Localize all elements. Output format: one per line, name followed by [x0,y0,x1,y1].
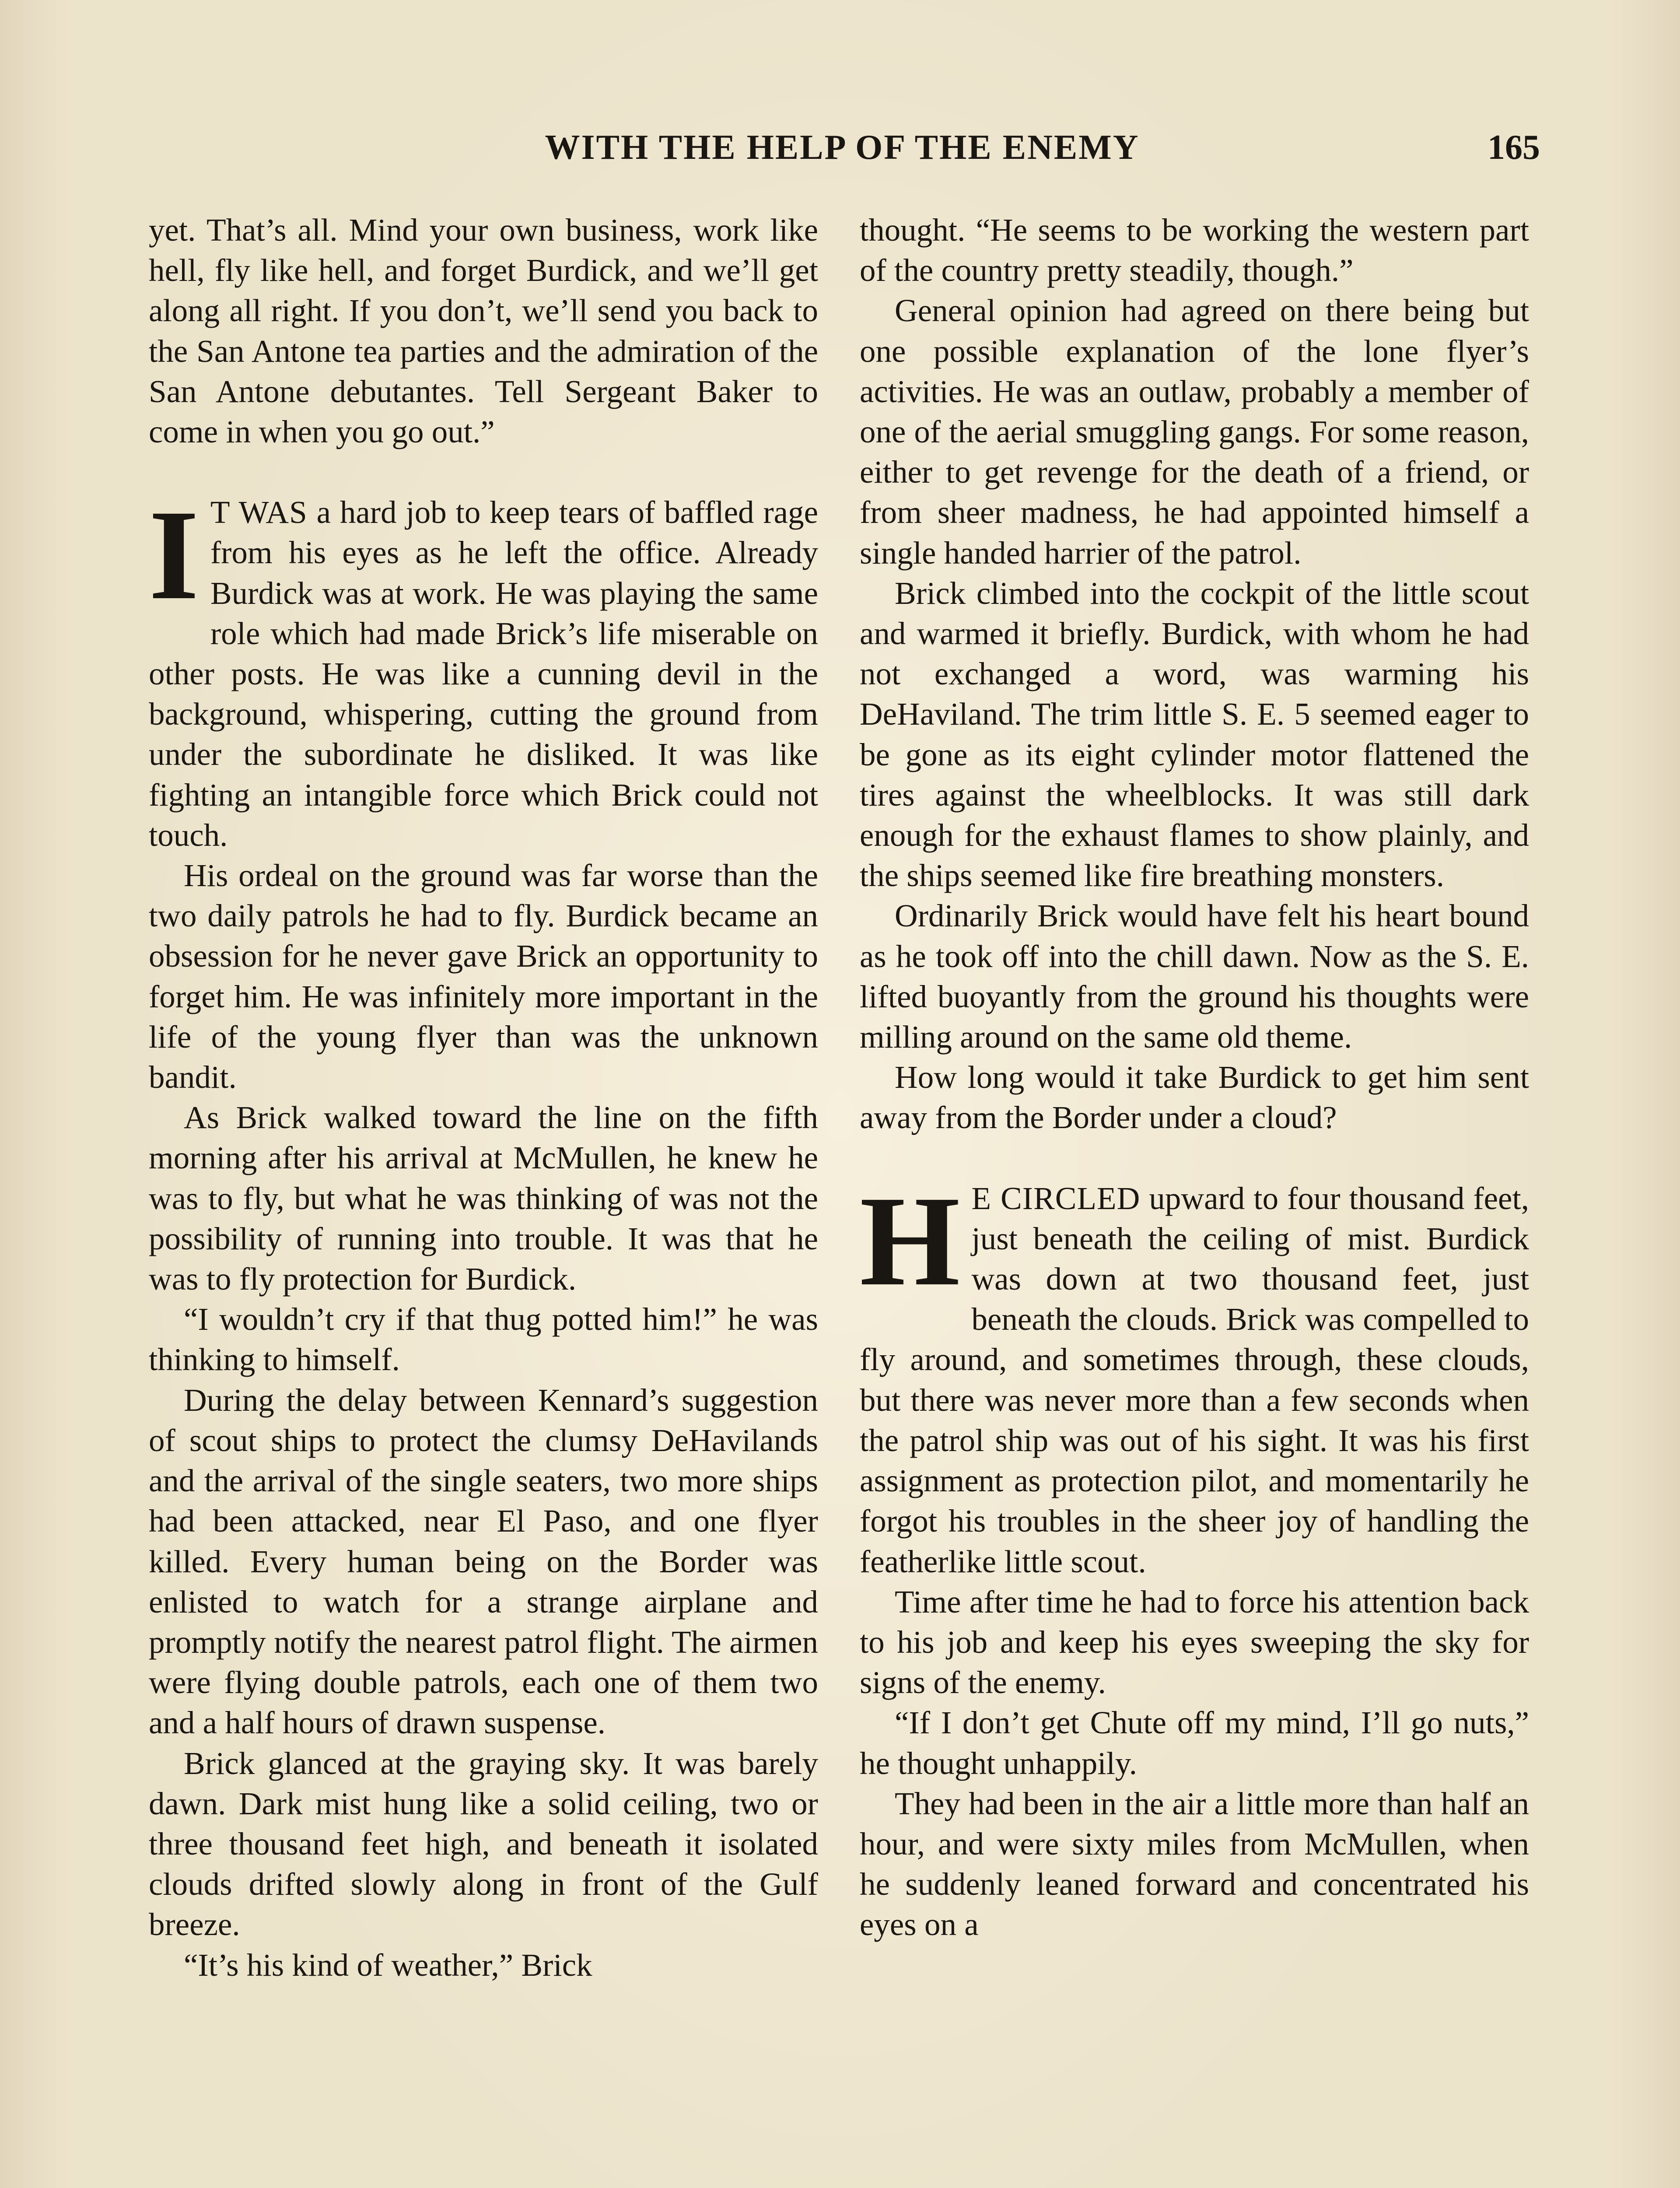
right-column [860,210,1529,2188]
section-opening-paragraph [860,1169,1529,1582]
paragraph: Brick climbed into the cockpit of the little scout and warmed it briefly. Burdick, with whom he had not exchanged a word, was warming his DeHaviland. The trim little S. E. 5 seemed eager to be gone as its eight cylinder motor flattened the tires against the wheelblocks. It was still dark enough for the exhaust flames to show plainly, and the ships seemed like fire breathing monsters. [860,575,1529,894]
left-column [149,210,818,2188]
paragraph: Time after time he had to force his attention back to his job and keep his eyes sweeping the sky for signs of the enemy. [860,1584,1529,1701]
paragraph: His ordeal on the ground was far worse than the two daily patrols he had to fly. Burdick became an obsession for he never gave Brick an opportunity to forget him. He was infinitely more important in the life of the young flyer than was the unknown bandit. [149,858,818,1095]
paragraph: Ordinarily Brick would have felt his heart bound as he took off into the chill dawn. Now as the S. E. lifted buoyantly from the ground his thoughts were milling around on the same old theme. [860,898,1529,1055]
page-number: 165 [1488,128,1540,167]
paragraph: As Brick walked toward the line on the fifth morning after his arrival at McMullen, he knew he was to fly, but what he was thinking of was not the possibility of running into trouble. It was that he was to fly protection for Burdick. [149,1100,818,1297]
paragraph: yet. That’s all. Mind your own business, work like hell, fly like hell, and forget Burdick, and we’ll get along all right. If you don’t, we’ll send you back to the San Antone tea parties and the admiration of the San Antone debutantes. Tell Sergeant Baker to come in when you go out.” [149,212,818,450]
section-opening-paragraph [149,483,818,856]
running-head: WITH THE HELP OF THE ENEMY [545,128,1140,167]
lead-caps: E CIRCLED [971,1180,1141,1216]
paragraph: “I wouldn’t cry if that thug potted him!” he was thinking to himself. [149,1301,818,1378]
paragraph: thought. “He seems to be working the western part of the country pretty steadily, though.” [860,212,1529,288]
paragraph: General opinion had agreed on there being but one possible explanation of the lone flyer’s activities. He was an outlaw, probably a member of one of the aerial smuggling gangs. For some reason, either to get revenge for the death of a friend, or from sheer madness, he had appointed himself a single handed harrier of the patrol. [860,293,1529,571]
drop-cap: H [860,1169,960,1312]
lead-caps: T WAS [210,494,308,530]
paragraph: They had been in the air a little more than half an hour, and were sixty miles from McMullen, when he suddenly leaned forward and concentrated his eyes on a [860,1785,1529,1943]
paragraph: “It’s his kind of weather,” Brick [184,1947,592,1983]
paragraph: “If I don’t get Chute off my mind, I’ll go nuts,” he thought unhappily. [860,1705,1529,1781]
paragraph: How long would it take Burdick to get him sent away from the Border under a cloud? [860,1059,1529,1136]
paragraph: During the delay between Kennard’s suggestion of scout ships to protect the clumsy DeHavilands and the arrival of the single seaters, two more ships had been attacked, near El Paso, and one flyer killed. Every human being on the Border was enlisted to watch for a strange airplane and promptly notify the nearest patrol flight. The airmen were flying double patrols, each one of them two and a half hours of drawn suspense. [149,1382,818,1741]
page-header [144,123,1540,180]
paragraph: Brick glanced at the graying sky. It was barely dawn. Dark mist hung like a solid ceiling, two or three thousand feet high, and beneath it isolated clouds drifted slowly along in front of the Gulf breeze. [149,1745,818,1943]
drop-cap: I [149,483,199,627]
paragraph-text: a hard job to keep tears of baffled rage from his eyes as he left the office. Already Burdick was at work. He was playing the same role which had made Brick’s life miserable on other posts. He was like a cunning devil in the background, whispering, cutting the ground from under the subordinate he disliked. It was like fighting an intangible force which Brick could not touch. [149,494,818,853]
paragraph-text: upward to four thousand feet, just beneath the ceiling of mist. Burdick was down at two thousand feet, just beneath the clouds. Brick was compelled to fly around, and sometimes through, these clouds, but there was never more than a few seconds when the patrol ship was out of his sight. It was his first assignment as protection pilot, and momentarily he forgot his troubles in the sheer joy of handling the featherlike little scout. [860,1180,1529,1579]
